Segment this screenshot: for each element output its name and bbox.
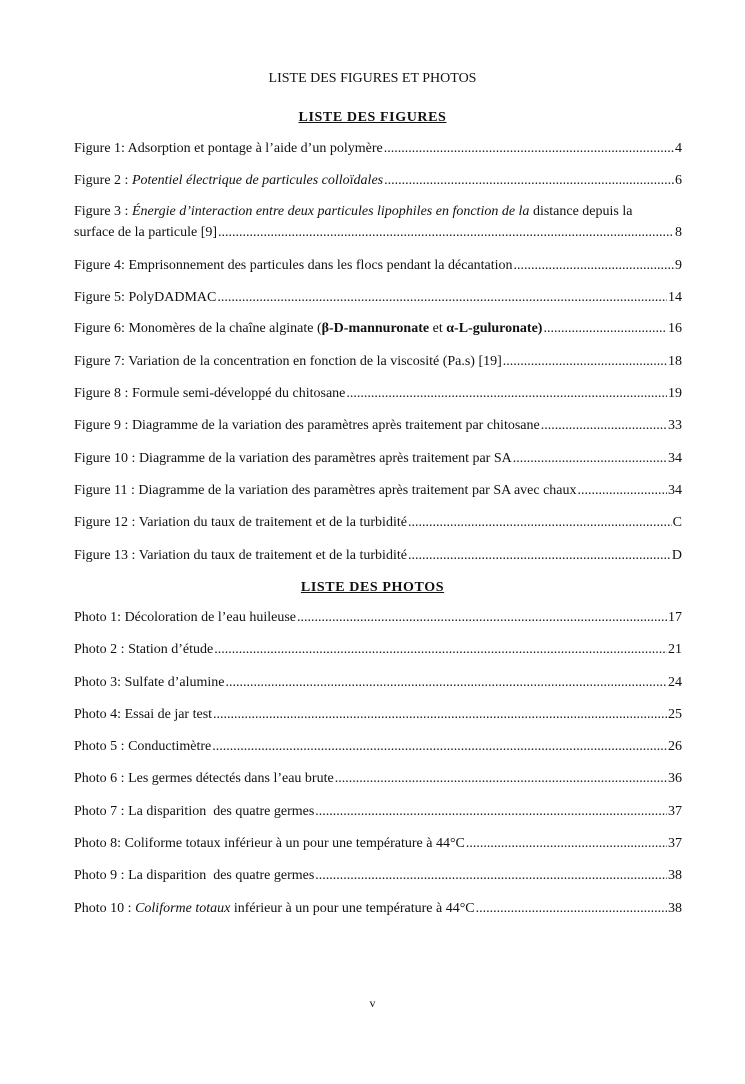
figure-entry-4[interactable]: Figure 4: Emprisonnement des particules dans les flocs pendant la décantation ..... 9 xyxy=(74,257,682,275)
photo-entry-9[interactable]: Photo 9 : La disparition des quatre germes ..... 38 xyxy=(74,867,682,885)
figure-entry-5[interactable]: Figure 5: PolyDADMAC ..... 14 xyxy=(74,289,682,307)
photo-entry-6[interactable]: Photo 6 : Les germes détectés dans l’eau brute ..... 36 xyxy=(74,770,682,788)
photo-entry-10[interactable]: Photo 10 : Coliforme totaux inférieur à un pour une température à 44°C ..... 38 xyxy=(74,900,682,918)
photos-heading: LISTE DES PHOTOS xyxy=(300,580,445,595)
photo-entry-8[interactable]: Photo 8: Coliforme totaux inférieur à un pour une température à 44°C ..... 37 xyxy=(74,835,682,853)
figure-entry-7[interactable]: Figure 7: Variation de la concentration en fonction de la viscosité (Pa.s) [19] ..... 18 xyxy=(74,353,682,371)
figure-entry-13[interactable]: Figure 13 : Variation du taux de traitement et de la turbidité ..... D xyxy=(74,547,682,565)
photo-entry-7[interactable]: Photo 7 : La disparition des quatre germes ..... 37 xyxy=(74,803,682,821)
figure-entry-1[interactable]: Figure 1: Adsorption et pontage à l’aide d’un polymère ..... 4 xyxy=(74,140,682,158)
photo-entry-3[interactable]: Photo 3: Sulfate d’alumine ..... 24 xyxy=(74,674,682,692)
figures-heading: LISTE DES FIGURES xyxy=(298,110,447,125)
photo-entry-2[interactable]: Photo 2 : Station d’étude ..... 21 xyxy=(74,641,682,659)
figure-entry-6[interactable]: Figure 6: Monomères de la chaîne alginate (β-D-mannuronate et α-L-guluronate) ..... 16 xyxy=(74,320,682,338)
figure-entry-10[interactable]: Figure 10 : Diagramme de la variation des paramètres après traitement par SA ..... 34 xyxy=(74,450,682,468)
page-title: LISTE DES FIGURES ET PHOTOS xyxy=(268,71,477,86)
figure-entry-2[interactable]: Figure 2 : Potentiel électrique de particules colloïdales ..... 6 xyxy=(74,172,682,190)
photo-entry-5[interactable]: Photo 5 : Conductimètre ..... 26 xyxy=(74,738,682,756)
figure-entry-11[interactable]: Figure 11 : Diagramme de la variation des paramètres après traitement par SA avec chaux ..... 34 xyxy=(74,482,682,500)
figure-entry-12[interactable]: Figure 12 : Variation du taux de traitement et de la turbidité ..... C xyxy=(74,514,682,532)
figure-entry-8[interactable]: Figure 8 : Formule semi-développé du chitosane ..... 19 xyxy=(74,385,682,403)
photo-entry-1[interactable]: Photo 1: Décoloration de l’eau huileuse ..... 17 xyxy=(74,609,682,627)
figure-entry-9[interactable]: Figure 9 : Diagramme de la variation des paramètres après traitement par chitosane ..... 33 xyxy=(74,417,682,435)
photo-entry-4[interactable]: Photo 4: Essai de jar test ..... 25 xyxy=(74,706,682,724)
figure-entry-3[interactable]: Figure 3 : Énergie d’interaction entre deux particules lipophiles en fonction de la distance depuis la surface de la particule [9] ..... 8 xyxy=(74,203,682,242)
page-number: v xyxy=(369,996,376,1010)
